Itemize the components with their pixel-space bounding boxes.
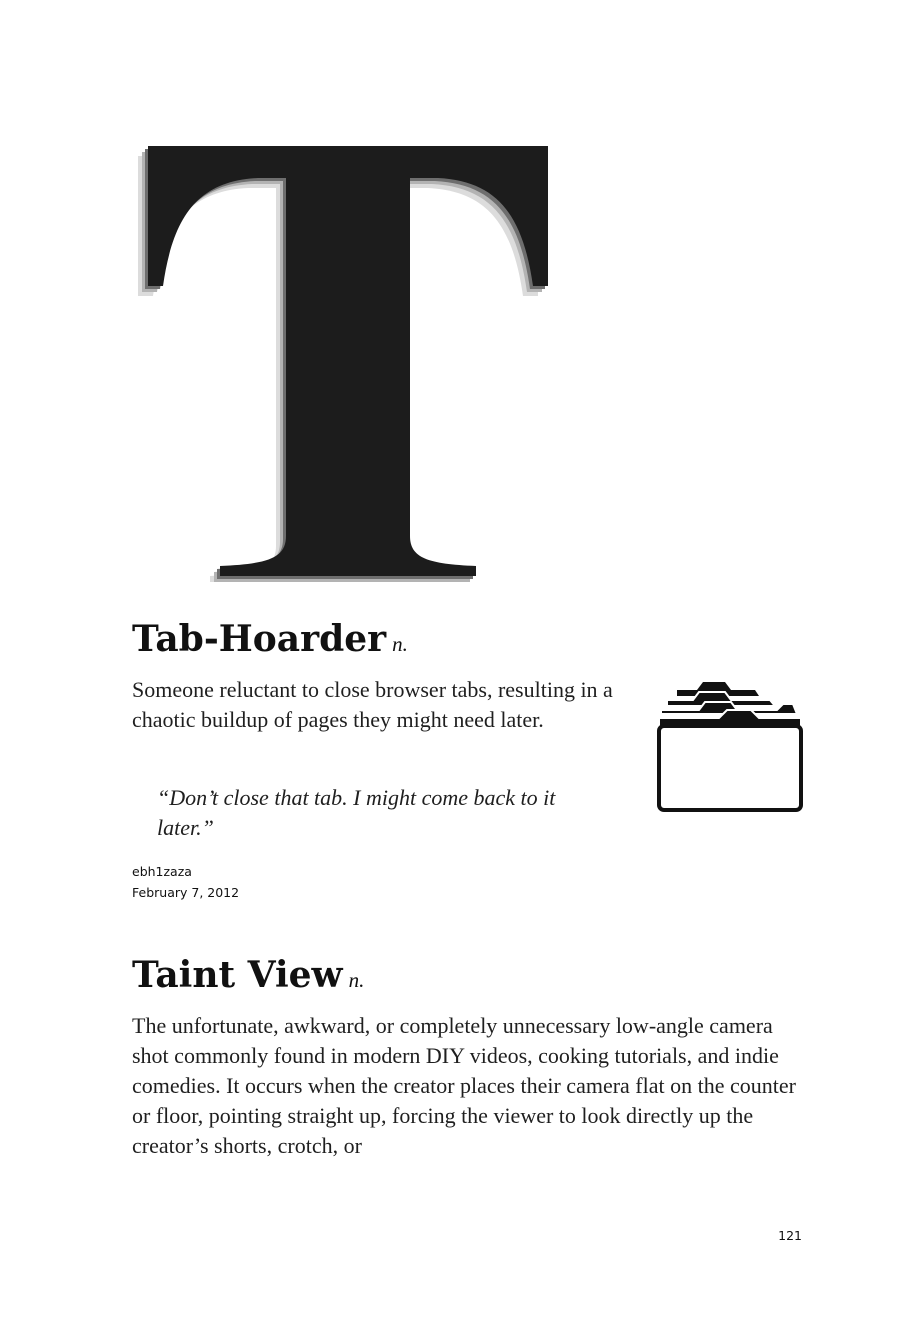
entry-example: “Don’t close that tab. I might come back to it later.” — [157, 785, 556, 840]
entry-term: Tab-Hoarder — [132, 618, 387, 660]
entry-term: Taint View — [132, 954, 343, 996]
entry-date: February 7, 2012 — [132, 885, 240, 900]
entry-title — [132, 619, 408, 664]
page-number: 121 — [778, 1228, 802, 1243]
entry-author: ebh1zaza — [132, 864, 192, 879]
entry-definition: The unfortunate, awkward, or completely unnecessary low-angle camera shot commonly found in modern DIY videos, cooking tutorials, and indie comedies. It occurs when the creator places their camera flat on the counter or floor, pointing straight up, forcing the viewer to look directly up the creator’s shorts, crotch, or — [132, 1013, 796, 1158]
entry-title — [132, 955, 364, 1000]
drop-letter-image — [128, 136, 560, 582]
drop-letter-main — [148, 146, 548, 576]
entry-definition: Someone reluctant to close browser tabs, resulting in a chaotic buildup of pages they might need later. — [132, 677, 613, 732]
part-of-speech: n. — [348, 968, 365, 992]
folder-tabs-icon — [655, 674, 805, 814]
entry-meta — [132, 861, 239, 903]
part-of-speech: n. — [392, 632, 408, 656]
